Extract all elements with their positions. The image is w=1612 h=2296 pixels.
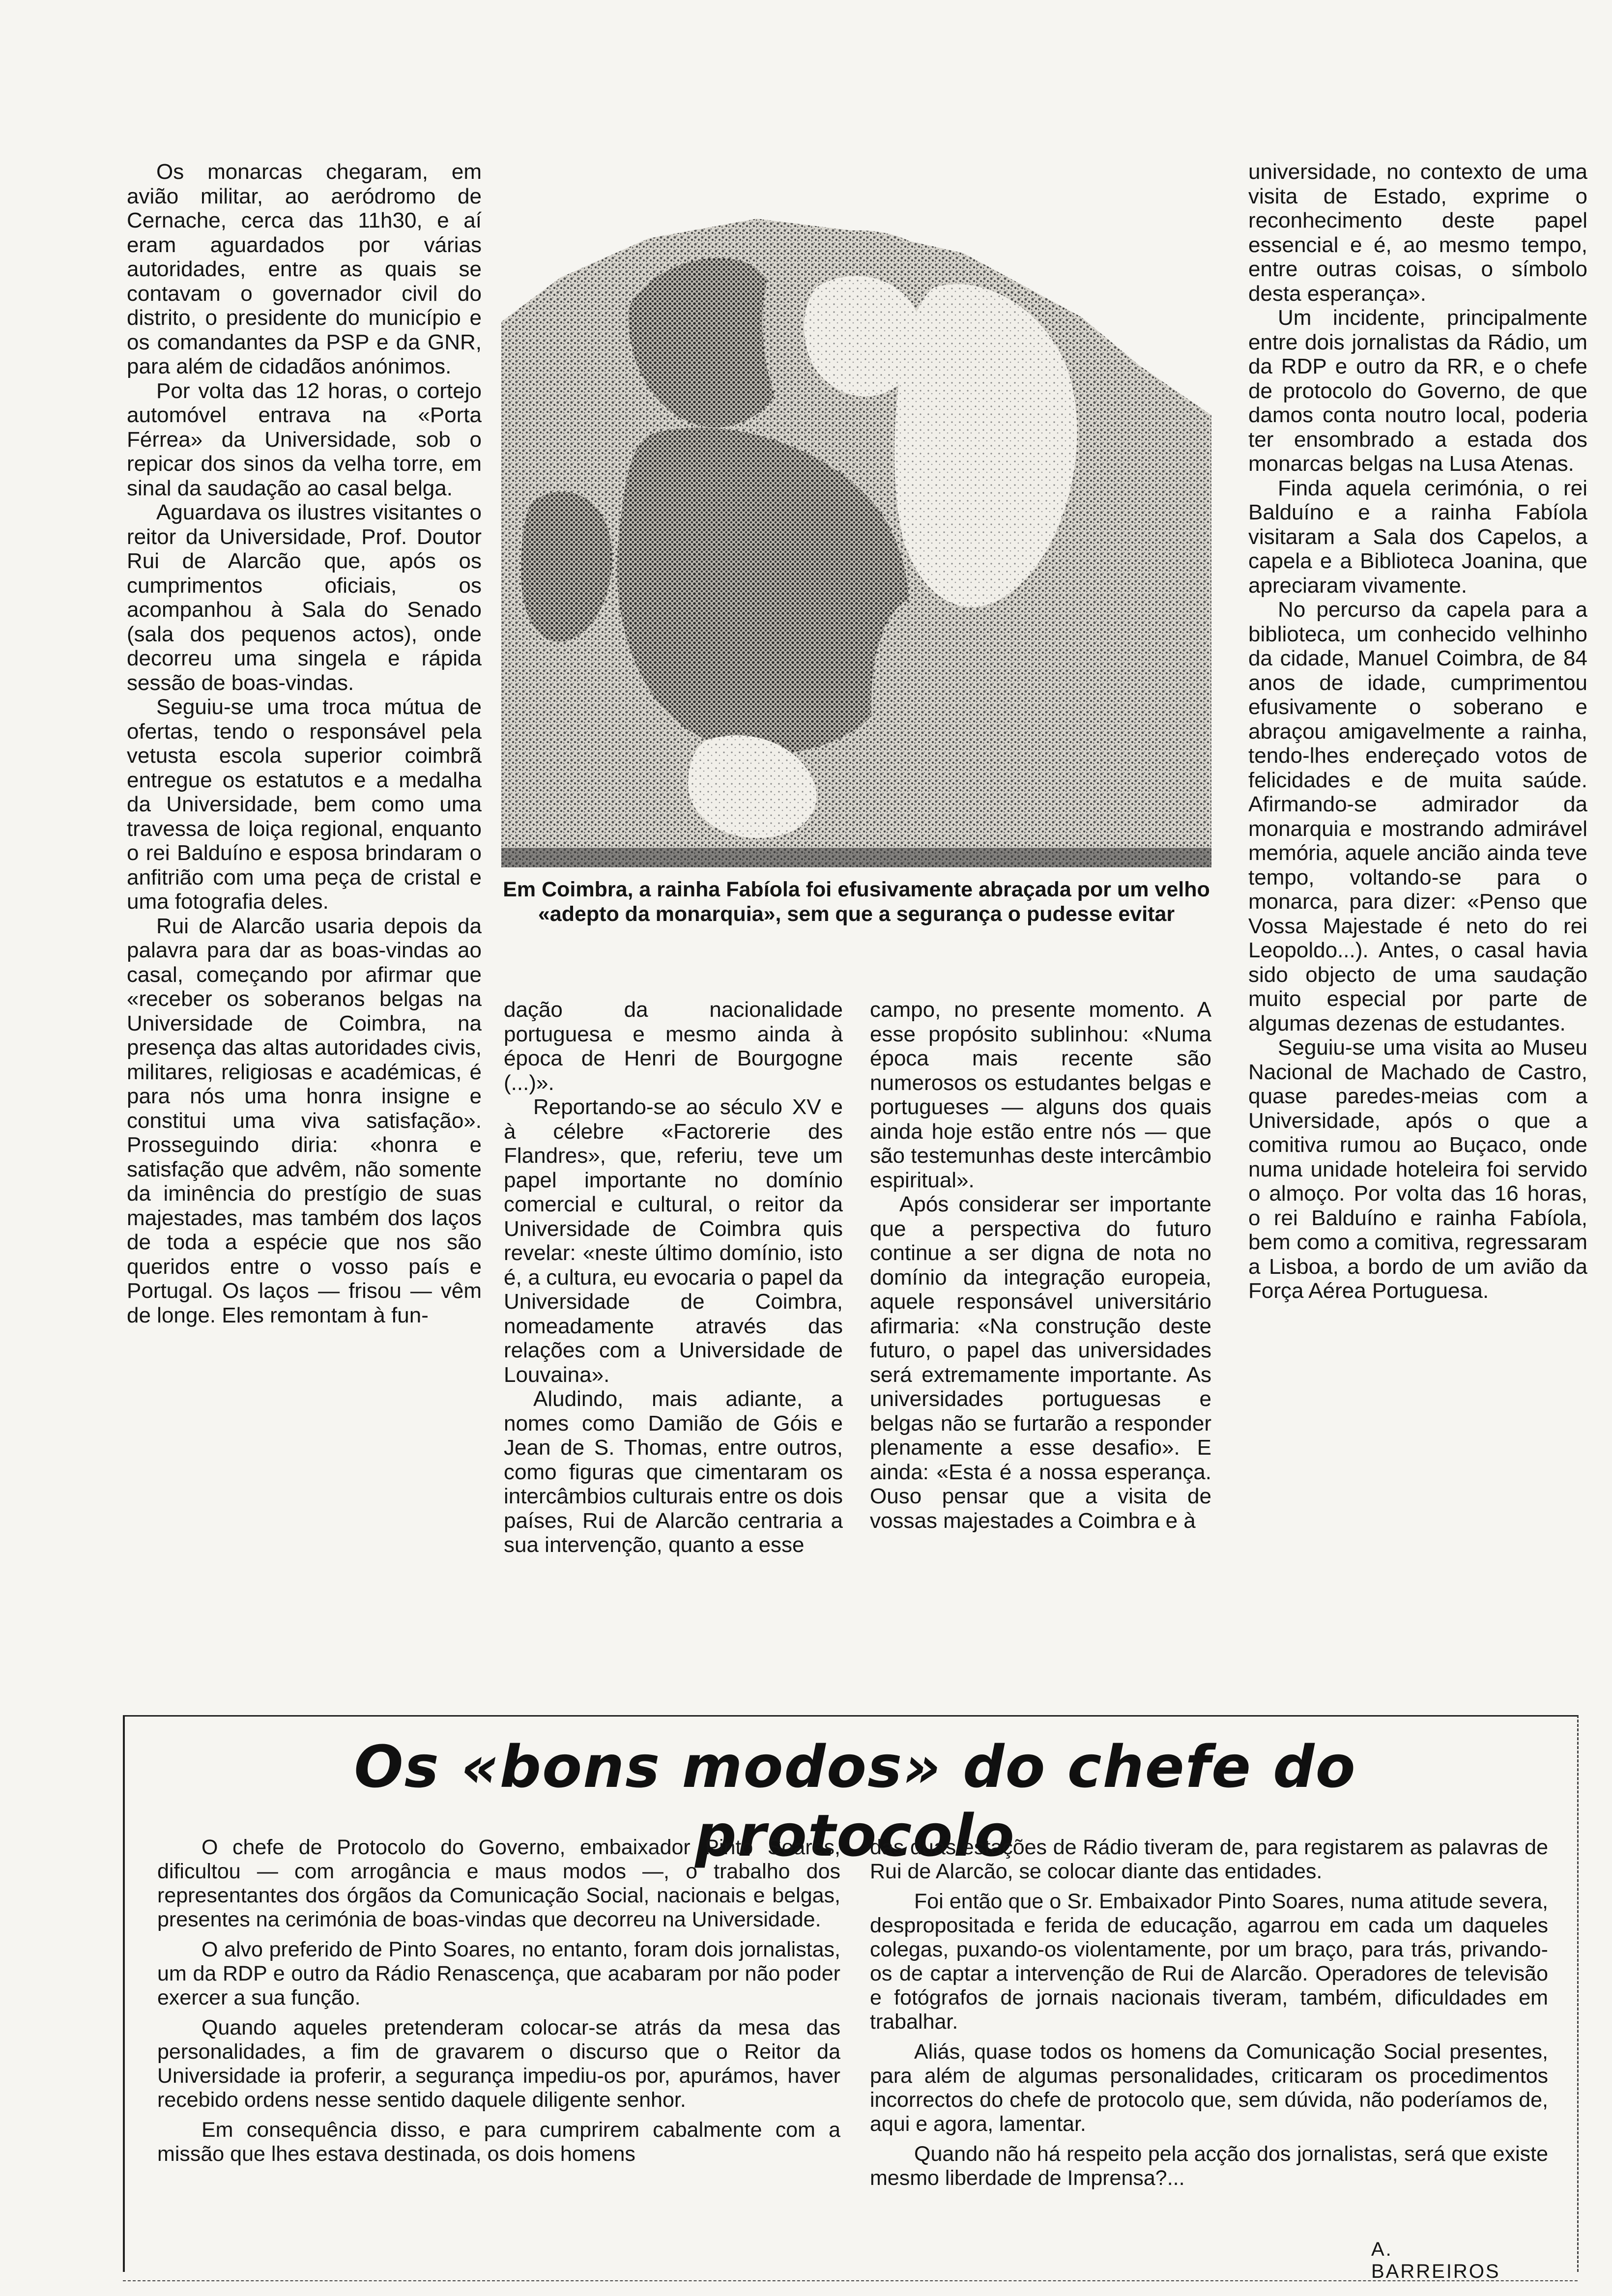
bottom-divider [123, 2280, 1578, 2281]
paragraph: Em consequência disso, e para cumprirem cabalmente com a missão que lhes estava destinada, os dois homens [157, 2118, 840, 2166]
paragraph: O chefe de Protocolo do Governo, embaixador Pinto Soares, dificultou — com arrogância e maus modos —, o trabalho dos representantes dos órgãos da Comunicação Social, nacionais e belgas, presentes na cerimónia de boas-vindas que decorreu na Universidade. [157, 1836, 840, 1931]
paragraph: universidade, no contexto de uma visita de Estado, exprime o reconhecimento deste papel essencial e é, ao mesmo tempo, entre outras coisas, o símbolo desta esperança». [1248, 160, 1587, 306]
paragraph: Seguiu-se uma visita ao Museu Nacional de Machado de Castro, quase paredes-meias com a Universidade, após o que a comitiva rumou ao Buçaco, onde numa unidade hoteleira foi servido o almoço. Por volta das 16 horas, o rei Balduíno e rainha Fabíola, bem como a comitiva, regressaram a Lisboa, a bordo de um avião da Força Aérea Portuguesa. [1248, 1035, 1587, 1303]
article-column-4 [1248, 160, 1587, 1303]
paragraph: Reportando-se ao século XV e à célebre «Factorerie des Flandres», que, referiu, teve um papel importante no domínio comercial e cultural, o reitor da Universidade de Coimbra quis revelar: «neste último domínio, isto é, a cultura, eu evocaria o papel da Universidade de Coimbra, nomeadamente através das relações com a Universidade de Louvaina». [504, 1095, 843, 1387]
paragraph: Quando aqueles pretenderam colocar-se atrás da mesa das personalidades, a fim de gravarem o discurso que o Reitor da Universidade ia proferir, a segurança impediu-os por, apurámos, haver recebido ordens nesse sentido daquele diligente senhor. [157, 2016, 840, 2112]
paragraph: Foi então que o Sr. Embaixador Pinto Soares, numa atitude severa, despropositada e ferida de educação, agarrou em cada um daqueles colegas, puxando-os violentamente, por um braço, para trás, privando-os de captar a intervenção de Rui de Alarcão. Operadores de televisão e fotógrafos de jornais nacionais tiveram, também, dificuldades em trabalhar. [870, 1890, 1548, 2034]
paragraph: Após considerar ser importante que a perspectiva do futuro continue a ser digna de nota no domínio da integração europeia, aquele responsável universitário afirmaria: «Na construção deste futuro, o papel das universidades será extremamente importante. As universidades portuguesas e belgas não se furtarão a responder plenamente a esse desafio». E ainda: «Esta é a nossa esperança. Ouso pensar que a visita de vossas majestades a Coimbra e à [870, 1192, 1211, 1533]
paragraph: Quando não há respeito pela acção dos jornalistas, será que existe mesmo liberdade de Imprensa?... [870, 2142, 1548, 2190]
paragraph: Aliás, quase todos os homens da Comunicação Social presentes, para além de algumas personalidades, criticaram os procedimentos incorrectos do chefe de protocolo que, sem dúvida, não poderíamos de, aqui e agora, lamentar. [870, 2040, 1548, 2136]
paragraph: Um incidente, principalmente entre dois jornalistas da Rádio, um da RDP e outro da RR, e o chefe de protocolo do Governo, de que damos conta noutro local, poderia ter ensombrado a estada dos monarcas belgas na Lusa Atenas. [1248, 306, 1587, 476]
article-column-3 [870, 998, 1211, 1533]
paragraph: No percurso da capela para a biblioteca, um conhecido velhinho da cidade, Manuel Coimbra, de 84 anos de idade, cumprimentou efusivamente o soberano e abraçou amigavelmente a rainha, tendo-lhes endereçado votos de felicidades e de muita saúde. Afirmando-se admirador da monarquia e mostrando admirável memória, aquele ancião ainda teve tempo, voltando-se para o monarca, para dizer: «Penso que Vossa Majestade é neto do rei Leopoldo...). Antes, o casal havia sido objecto de uma saudação muito especial por parte de algumas dezenas de estudantes. [1248, 598, 1587, 1035]
author-signature: A. BARREIROS [1371, 2239, 1500, 2282]
paragraph: dação da nacionalidade portuguesa e mesmo ainda à época de Henri de Bourgogne (...)». [504, 998, 843, 1095]
paragraph: Seguiu-se uma troca mútua de ofertas, tendo o responsável pela vetusta escola superior coimbrã entregue os estatutos e a medalha da Universidade, bem como uma travessa de loiça regional, enquanto o rei Balduíno e esposa brindaram o anfitrião com uma peça de cristal e uma fotografia deles. [127, 695, 482, 914]
news-photo [501, 160, 1211, 867]
paragraph: Aguardava os ilustres visitantes o reitor da Universidade, Prof. Doutor Rui de Alarcão que, após os cumprimentos oficiais, os acompanhou à Sala do Senado (sala dos pequenos actos), onde decorreu uma singela e rápida sessão de boas-vindas. [127, 500, 482, 695]
paragraph: Finda aquela cerimónia, o rei Balduíno e a rainha Fabíola visitaram a Sala dos Capelos, a capela e a Biblioteca Joanina, que apreciaram vivamente. [1248, 476, 1587, 598]
sidebar-column-1 [157, 1836, 840, 2172]
paragraph: Rui de Alarcão usaria depois da palavra para dar as boas-vindas ao casal, começando por afirmar que «receber os soberanos belgas na Universidade de Coimbra, na presença das altas autoridades civis, militares, religiosas e académicas, é para nós uma honra insigne e constitui uma viva satisfação». Prosseguindo diria: «honra e satisfação que advêm, não somente da iminência do prestígio de suas majestades, mas também dos laços de toda a espécie que nos são queridos entre o vosso país e Portugal. Os laços — frisou — vêm de longe. Eles remontam à fun- [127, 914, 482, 1327]
article-column-2 [504, 998, 843, 1557]
sidebar-column-2 [870, 1836, 1548, 2196]
paragraph: das duas estações de Rádio tiveram de, para registarem as palavras de Rui de Alarcão, se colocar diante das entidades. [870, 1836, 1548, 1883]
paragraph: campo, no presente momento. A esse propósito sublinhou: «Numa época mais recente são numerosos os estudantes belgas e portugueses — alguns dos quais ainda hoje estão entre nós — que são testemunhas deste intercâmbio espiritual». [870, 998, 1211, 1192]
halftone-photo-image [501, 160, 1211, 867]
photo-caption: Em Coimbra, a rainha Fabíola foi efusivamente abraçada por um velho «adepto da monarquia», sem que a segurança o pudesse evitar [503, 878, 1210, 926]
article-column-1 [127, 160, 482, 1327]
sidebar-headline: Os «bons modos» do chefe do protocolo [354, 1733, 1356, 1869]
paragraph: O alvo preferido de Pinto Soares, no entanto, foram dois jornalistas, um da RDP e outro da Rádio Renascença, que acabaram por não poder exercer a sua função. [157, 1938, 840, 2009]
paragraph: Aludindo, mais adiante, a nomes como Damião de Góis e Jean de S. Thomas, entre outros, como figuras que cimentaram os intercâmbios culturais entre os dois países, Rui de Alarcão centraria a sua intervenção, quanto a esse [504, 1387, 843, 1557]
paragraph: Por volta das 12 horas, o cortejo automóvel entrava na «Porta Férrea» da Universidade, sob o repicar dos sinos da velha torre, em sinal da saudação ao casal belga. [127, 378, 482, 500]
paragraph: Os monarcas chegaram, em avião militar, ao aeródromo de Cernache, cerca das 11h30, e aí eram aguardados por várias autoridades, entre as quais se contavam o governador civil do distrito, o presidente do município e os comandantes da PSP e da GNR, para além de cidadãos anónimos. [127, 160, 482, 378]
